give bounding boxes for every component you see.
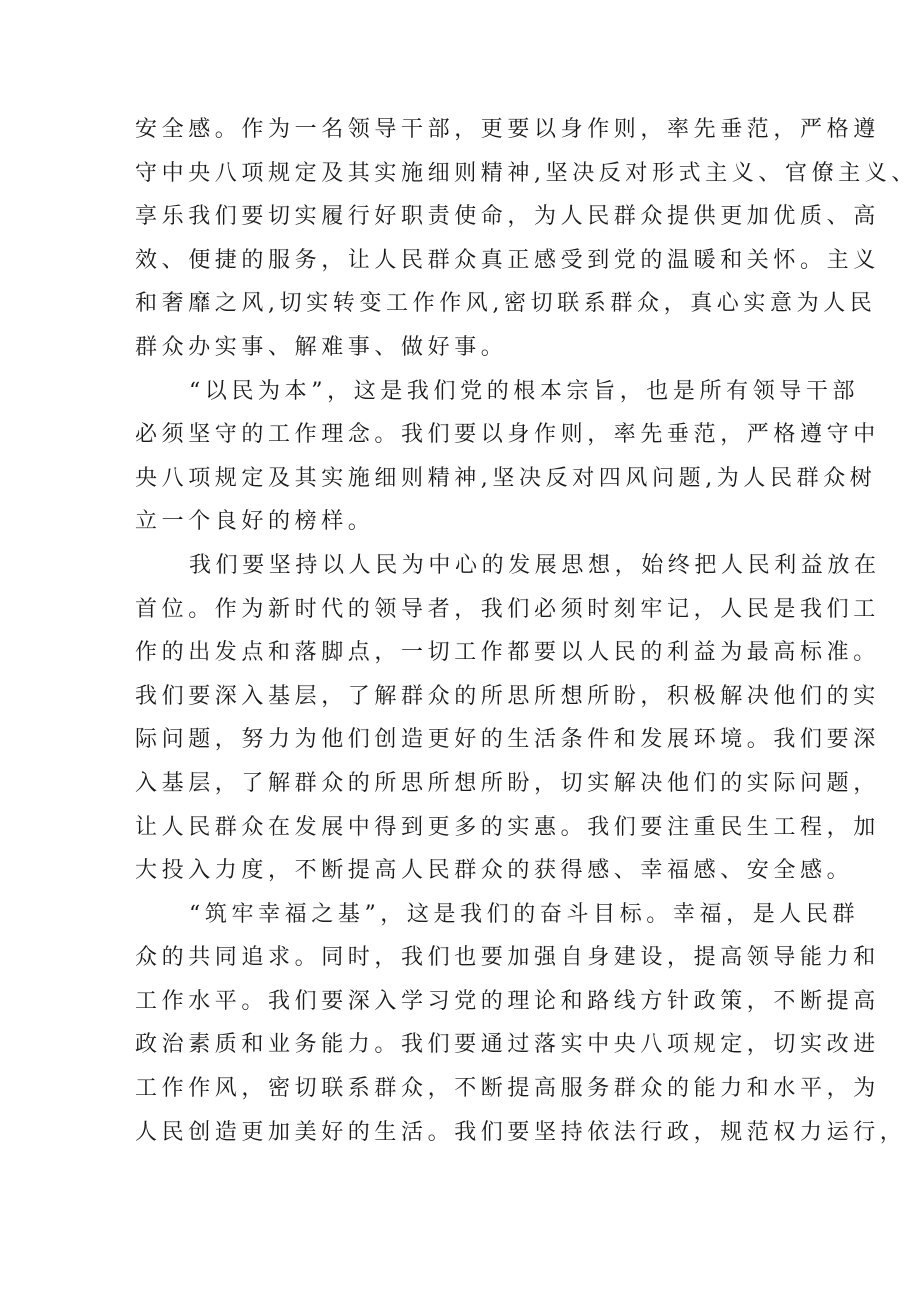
text-line: 群众办实事、解难事、做好事。 (135, 334, 508, 360)
text-line: 我们要深入基层，了解群众的所思所想所盼，积极解决他们的实 (135, 683, 880, 709)
text-line: 际问题，努力为他们创造更好的生活条件和发展环境。我们要深 (135, 727, 880, 753)
text-line: 安全感。作为一名领导干部，更要以身作则，率先垂范，严格遵 (135, 117, 880, 142)
text-line: 众的共同追求。同时，我们也要加强自身建设，提高领导能力和 (135, 945, 880, 971)
paragraph-2 (135, 370, 880, 544)
paragraph-4 (135, 893, 907, 1155)
text-line: 入基层，了解群众的所思所想所盼，切实解决他们的实际问题， (135, 770, 880, 796)
text-line-indented: 我们要坚持以人民为中心的发展思想，始终把人民利益放在 (189, 552, 881, 578)
text-line: 立一个良好的榜样。 (135, 509, 375, 535)
text-line: 效、便捷的服务，让人民群众真正感受到党的温暖和关怀。主义 (135, 247, 880, 273)
text-line: 人民创造更加美好的生活。我们要坚持依法行政，规范权力运行， (135, 1119, 907, 1145)
text-line: 和奢靡之风,切实转变工作作风,密切联系群众，真心实意为人民 (135, 291, 877, 317)
text-line: 必须坚守的工作理念。我们要以身作则，率先垂范，严格遵守中 (135, 422, 880, 448)
text-line: 享乐我们要切实履行好职责使命，为人民群众提供更加优质、高 (135, 204, 880, 230)
text-line: 作的出发点和落脚点，一切工作都要以人民的利益为最高标准。 (135, 640, 880, 666)
text-line-indented: “以民为本”，这是我们党的根本宗旨，也是所有领导干部 (189, 378, 860, 404)
paragraph-1 (135, 108, 918, 370)
text-line: 工作作风，密切联系群众，不断提高服务群众的能力和水平，为 (135, 1076, 880, 1102)
text-line: 央八项规定及其实施细则精神,坚决反对四风问题,为人民群众树 (135, 465, 877, 491)
text-line: 工作水平。我们要深入学习党的理论和路线方针政策，不断提高 (135, 988, 880, 1014)
paragraph-3 (135, 544, 881, 893)
text-line: 大投入力度，不断提高人民群众的获得感、幸福感、安全感。 (135, 858, 854, 884)
text-line-indented: “筑牢幸福之基”，这是我们的奋斗目标。幸福，是人民群 (189, 901, 860, 927)
text-line: 让人民群众在发展中得到更多的实惠。我们要注重民生工程，加 (135, 814, 880, 840)
document-body (135, 108, 918, 1154)
text-line: 首位。作为新时代的领导者，我们必须时刻牢记，人民是我们工 (135, 596, 880, 622)
text-line: 守中央八项规定及其实施细则精神,坚决反对形式主义、官僚主义、 (135, 160, 918, 186)
text-line: 政治素质和业务能力。我们要通过落实中央八项规定，切实改进 (135, 1032, 880, 1058)
